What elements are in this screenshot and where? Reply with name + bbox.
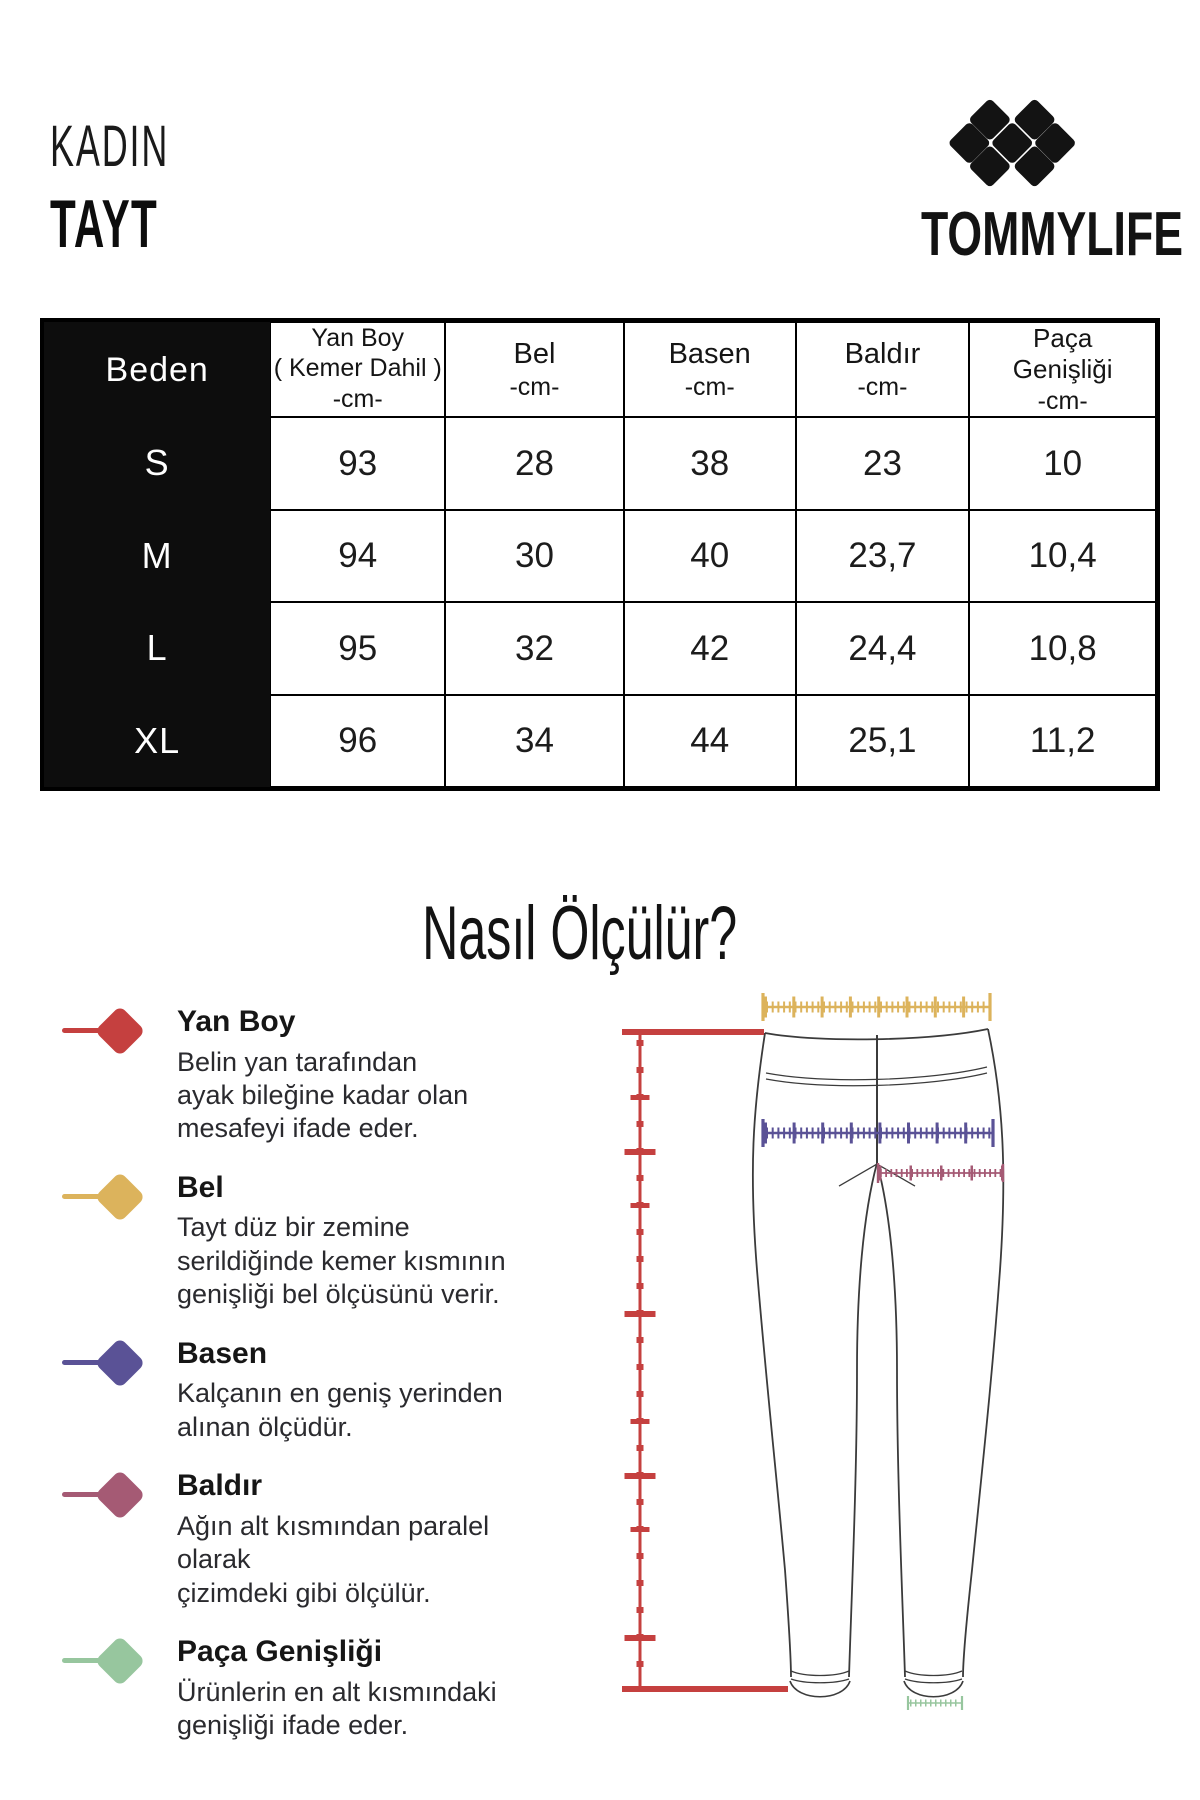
table-cell: 38 [624, 417, 796, 509]
table-cell: 93 [270, 417, 445, 509]
col-unit: -cm- [1037, 386, 1088, 415]
col-header-baldir [796, 322, 970, 417]
col-unit: -cm- [509, 373, 560, 402]
table-corner-header: Beden [44, 322, 270, 417]
col-title: Yan Boy [311, 324, 405, 353]
col-unit: -cm- [332, 385, 383, 414]
table-cell: 10,4 [969, 510, 1156, 602]
baldir-diamond-marker-icon [60, 1475, 160, 1515]
table-cell: 10,8 [969, 602, 1156, 694]
legend-item-bel [60, 1171, 540, 1312]
marker-diamond [95, 1006, 146, 1057]
marker-diamond [95, 1470, 146, 1521]
table-cell: 40 [624, 510, 796, 602]
col-title: Basen [668, 337, 751, 370]
how-to-measure-heading-wrap [40, 892, 1120, 976]
col-header-basen [624, 322, 796, 417]
legend-text-line: serildiğinde kemer kısmının [177, 1245, 506, 1276]
table-cell: 30 [445, 510, 624, 602]
legend-label: Bel [177, 1170, 224, 1204]
table-cell: 28 [445, 417, 624, 509]
col-title: Paça Genişliği [1012, 323, 1113, 384]
legend-text-line: Belin yan tarafından [177, 1046, 418, 1077]
table-cell: 44 [624, 695, 796, 787]
table-cell: 10 [969, 417, 1156, 509]
marker-diamond [95, 1636, 146, 1687]
legend-item-paca-genisligi [60, 1635, 540, 1742]
baldir-tape-ruler [878, 1163, 1003, 1183]
table-cell: 23 [796, 417, 970, 509]
size-row-label: L [44, 602, 270, 694]
legend-text-line: Ağın alt kısmından paralel olarak [177, 1510, 490, 1575]
marker-diamond [95, 1171, 146, 1222]
legend-label: Yan Boy [177, 1005, 296, 1038]
col-unit: -cm- [857, 373, 908, 402]
brand-wordmark: TOMMYLIFE [920, 200, 1183, 269]
leggings-measure-diagram [540, 980, 1030, 1770]
table-cell: 24,4 [796, 602, 970, 694]
bel-diamond-marker-icon [60, 1177, 160, 1217]
legend-text-line: Ürünlerin en alt kısmındaki [177, 1676, 497, 1707]
col-header-paca-genisligi [969, 322, 1156, 417]
table-cell: 23,7 [796, 510, 970, 602]
legend-label: Paça Genişliği [177, 1635, 383, 1669]
table-cell: 42 [624, 602, 796, 694]
measurement-legend [60, 1005, 540, 1768]
paca-genisligi-diamond-marker-icon [60, 1641, 160, 1681]
col-title: Baldır [844, 337, 921, 370]
legend-text-line: genişliği bel ölçüsünü verir. [177, 1279, 500, 1310]
col-unit: -cm- [684, 373, 735, 402]
how-to-measure-heading: Nasıl Ölçülür? [422, 891, 738, 976]
col-header-bel [445, 322, 624, 417]
size-table [40, 318, 1160, 791]
size-row-label: XL [44, 695, 270, 787]
legend-item-baldir [60, 1469, 540, 1610]
table-cell: 34 [445, 695, 624, 787]
table-cell: 95 [270, 602, 445, 694]
legend-item-basen [60, 1337, 540, 1444]
size-row-label: S [44, 417, 270, 509]
table-cell: 11,2 [969, 695, 1156, 787]
legend-item-yan-boy [60, 1005, 540, 1146]
table-cell: 94 [270, 510, 445, 602]
legend-text-line: ayak bileğine kadar olan [177, 1079, 469, 1110]
legend-text-line: mesafeyi ifade eder. [177, 1113, 419, 1144]
category-title: KADIN [50, 114, 170, 179]
tommylife-diamond-logo-icon [947, 98, 1083, 188]
marker-diamond [95, 1337, 146, 1388]
paca-tape-ruler [908, 1696, 962, 1710]
legend-label: Basen [177, 1336, 268, 1370]
legend-text-line: Tayt düz bir zemine [177, 1212, 410, 1243]
col-subtitle: ( Kemer Dahil ) [273, 353, 442, 382]
bel-tape-ruler [763, 993, 990, 1021]
yan-boy-diamond-marker-icon [60, 1011, 160, 1051]
table-cell: 32 [445, 602, 624, 694]
legend-text-line: genişliği ifade eder. [177, 1710, 409, 1741]
product-title: TAYT [50, 186, 159, 262]
brand-block [870, 98, 1183, 269]
legend-text-line: çizimdeki gibi ölçülür. [177, 1577, 431, 1608]
product-title-block [50, 114, 242, 262]
basen-diamond-marker-icon [60, 1343, 160, 1383]
legend-text-line: Kalçanın en geniş yerinden [177, 1378, 503, 1409]
size-row-label: M [44, 510, 270, 602]
col-title: Bel [513, 337, 556, 370]
legend-text-line: alınan ölçüdür. [177, 1411, 353, 1442]
legend-label: Baldır [177, 1469, 263, 1503]
table-cell: 25,1 [796, 695, 970, 787]
col-header-yan-boy [270, 322, 445, 417]
table-cell: 96 [270, 695, 445, 787]
